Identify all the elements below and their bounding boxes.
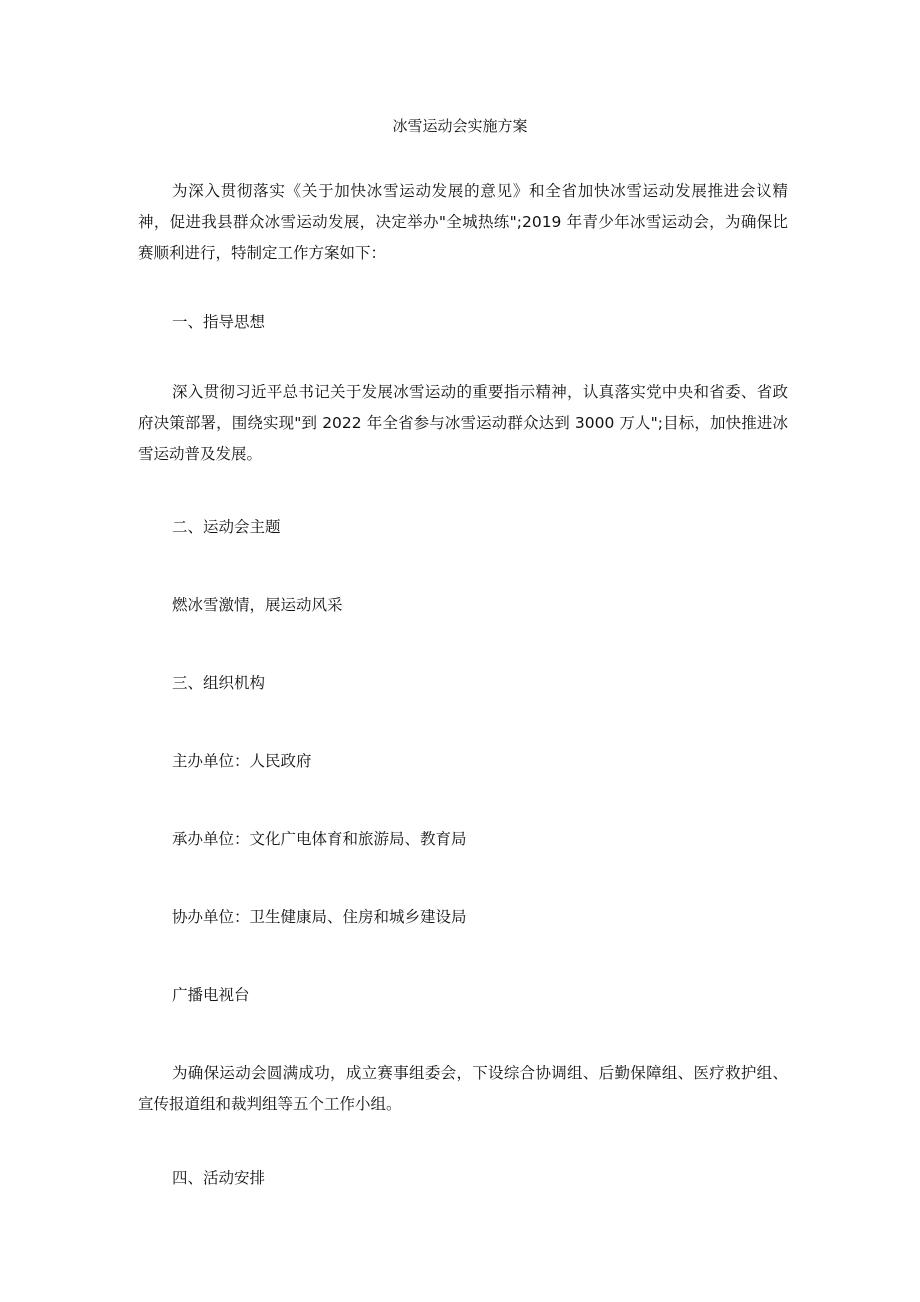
guiding-ideology-paragraph: 深入贯彻习近平总书记关于发展冰雪运动的重要指示精神，认真落实党中央和省委、省政府决策部署，围绕实现"到 2022 年全省参与冰雪运动群众达到 3000 万人";目标，加快推进冰雪运动普及发展。 (138, 383, 788, 463)
document-title: 冰雪运动会实施方案 (392, 117, 528, 135)
co-organizer-unit-line: 协办单位：卫生健康局、住房和城乡建设局 (172, 908, 467, 926)
broadcaster-line: 广播电视台 (172, 986, 250, 1004)
theme-paragraph: 燃冰雪激情，展运动风采 (172, 596, 343, 614)
section-heading-guiding-ideology: 一、指导思想 (172, 313, 266, 331)
section-heading-activities: 四、活动安排 (172, 1169, 266, 1187)
intro-paragraph: 为深入贯彻落实《关于加快冰雪运动发展的意见》和全省加快冰雪运动发展推进会议精神，促进我县群众冰雪运动发展，决定举办"全城热练";2019 年青少年冰雪运动会，为确保比赛顺利进行，特制定工作方案如下： (138, 182, 788, 262)
host-unit-line: 主办单位：人民政府 (172, 752, 312, 770)
section-heading-organization: 三、组织机构 (172, 674, 266, 692)
section-heading-theme: 二、运动会主题 (172, 518, 281, 536)
committee-paragraph: 为确保运动会圆满成功，成立赛事组委会，下设综合协调组、后勤保障组、医疗救护组、宣传报道组和裁判组等五个工作小组。 (138, 1064, 788, 1113)
organizer-unit-line: 承办单位：文化广电体育和旅游局、教育局 (172, 830, 467, 848)
